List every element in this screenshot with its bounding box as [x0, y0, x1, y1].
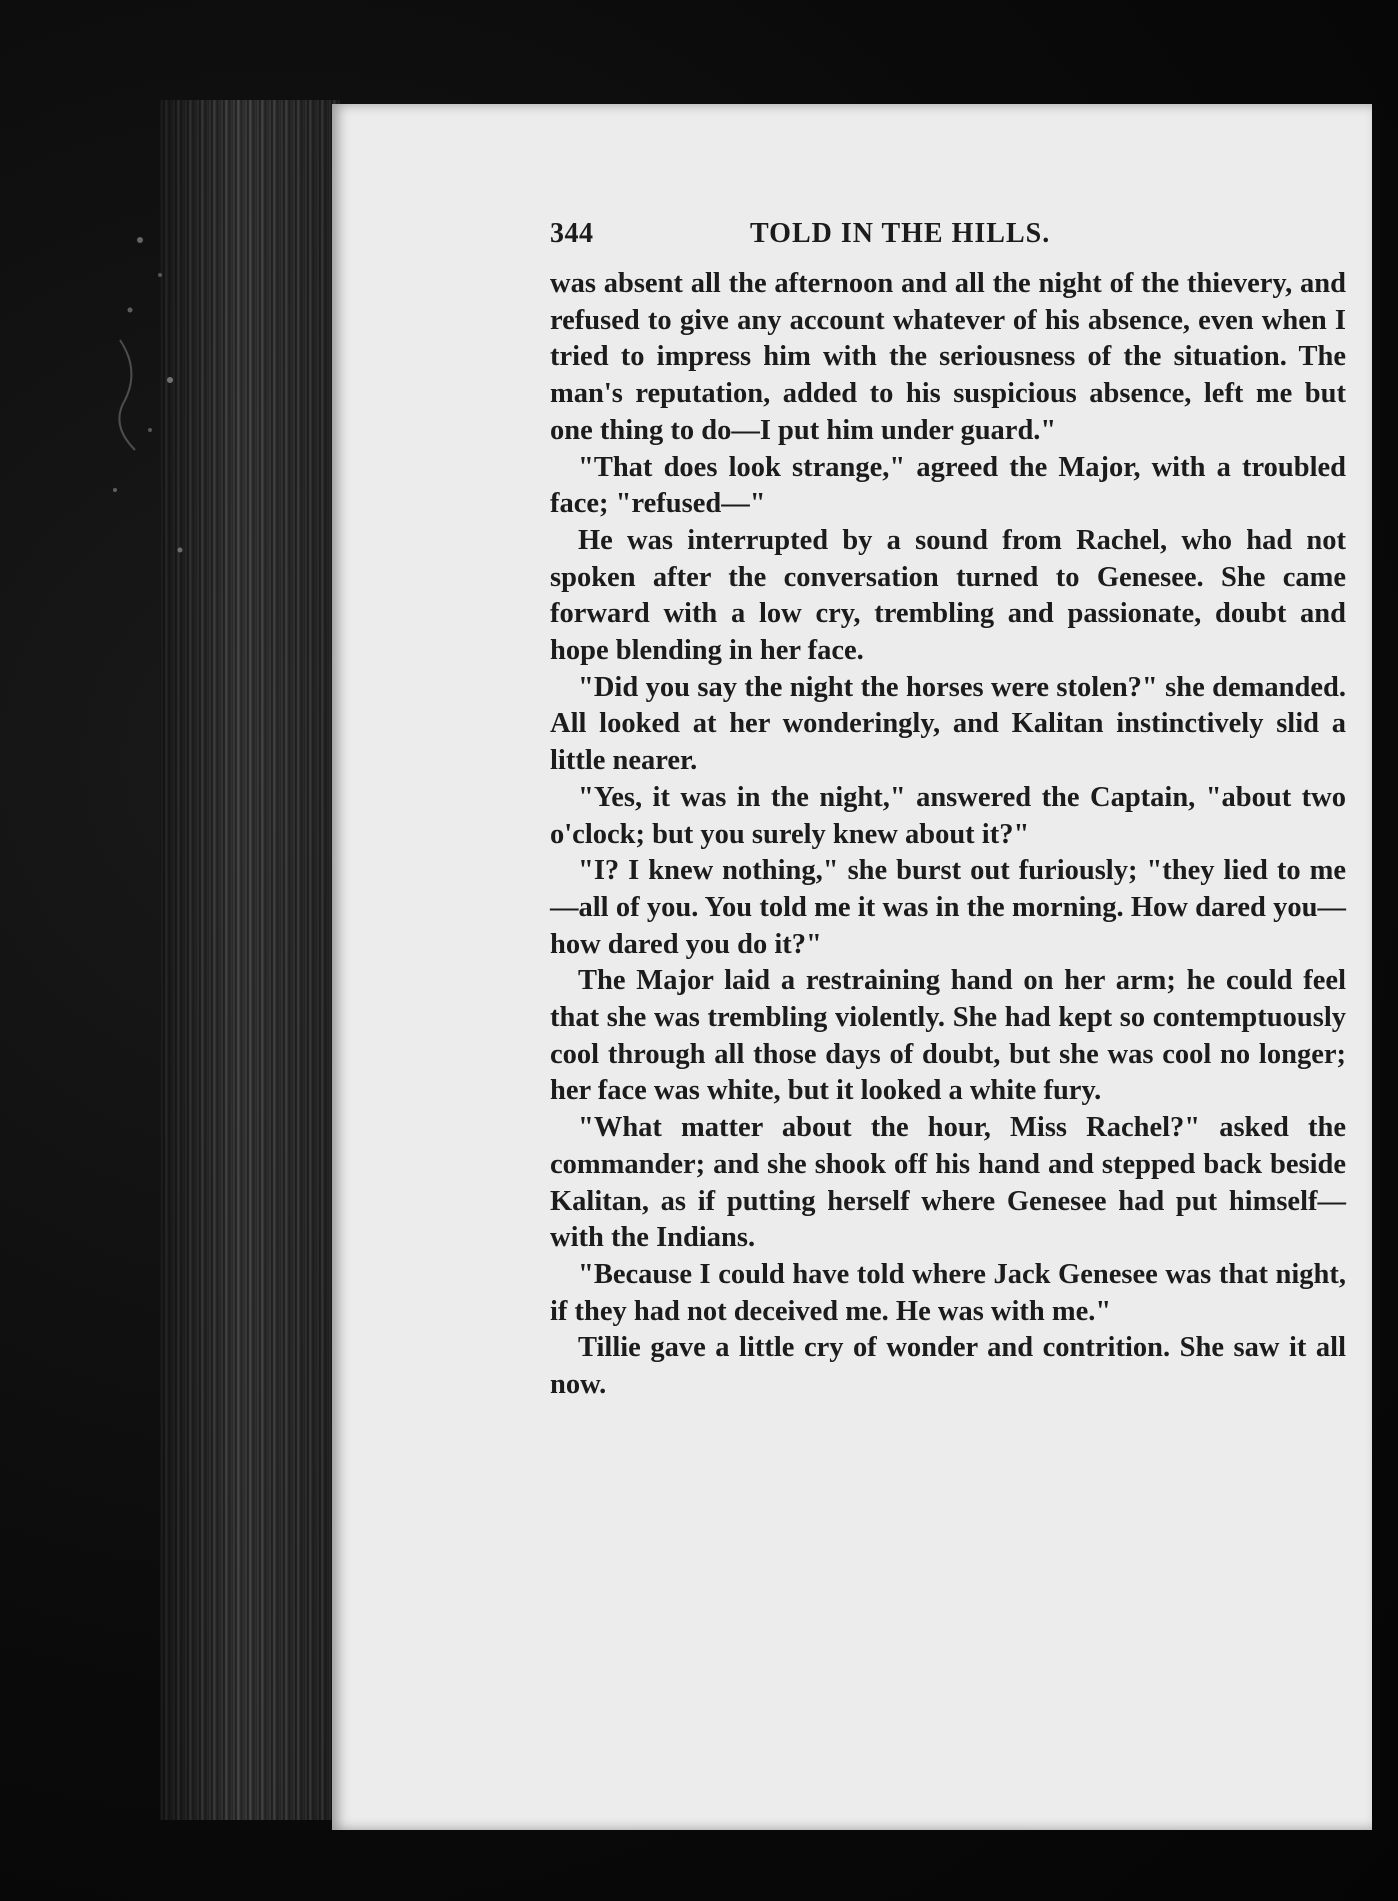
page-header	[550, 216, 1346, 256]
paragraph: He was interrupted by a sound from Rachel, who had not spoken after the conversation turned to Genesee. She came forward with a low cry, trembling and passionate, doubt and hope blending in her face.	[550, 524, 1346, 667]
body-text	[550, 266, 1346, 1404]
paragraph: "Did you say the night the horses were stolen?" she demanded. All looked at her wonderingly, and Kalitan instinctively slid a little nearer.	[550, 671, 1346, 777]
scan-noise	[100, 220, 200, 600]
page-content	[550, 216, 1346, 1404]
page-number: 344	[550, 218, 594, 249]
paragraph: was absent all the afternoon and all the night of the thievery, and refused to give any account whatever of his absence, even when I tried to impress him with the seriousness of the situation. The man's reputation, added to his suspicious absence, left me but one thing to do—I put him under guard."	[550, 268, 1346, 446]
paragraph: "I? I knew nothing," she burst out furiously; "they lied to me—all of you. You told me it was in the morning. How dared you—how dared you do it?"	[550, 855, 1346, 960]
running-head: TOLD IN THE HILLS.	[750, 218, 1051, 249]
paragraph: "Yes, it was in the night," answered the Captain, "about two o'clock; but you surely knew about it?"	[550, 781, 1346, 850]
paragraph: Tillie gave a little cry of wonder and contrition. She saw it all now.	[550, 1332, 1346, 1401]
paragraph: "Because I could have told where Jack Genesee was that night, if they had not deceived me. He was with me."	[550, 1258, 1346, 1327]
paragraph: "What matter about the hour, Miss Rachel?" asked the commander; and she shook off his hand and stepped back beside Kalitan, as if putting herself where Genesee had put himself—with the Indians.	[550, 1112, 1346, 1254]
book-page	[332, 104, 1372, 1830]
paragraph: The Major laid a restraining hand on her arm; he could feel that she was trembling violently. She had kept so contemptuously cool through all those days of doubt, but she was cool no longer; her face was white, but it looked a white fury.	[550, 965, 1346, 1107]
paragraph: "That does look strange," agreed the Major, with a troubled face; "refused—"	[550, 451, 1346, 520]
